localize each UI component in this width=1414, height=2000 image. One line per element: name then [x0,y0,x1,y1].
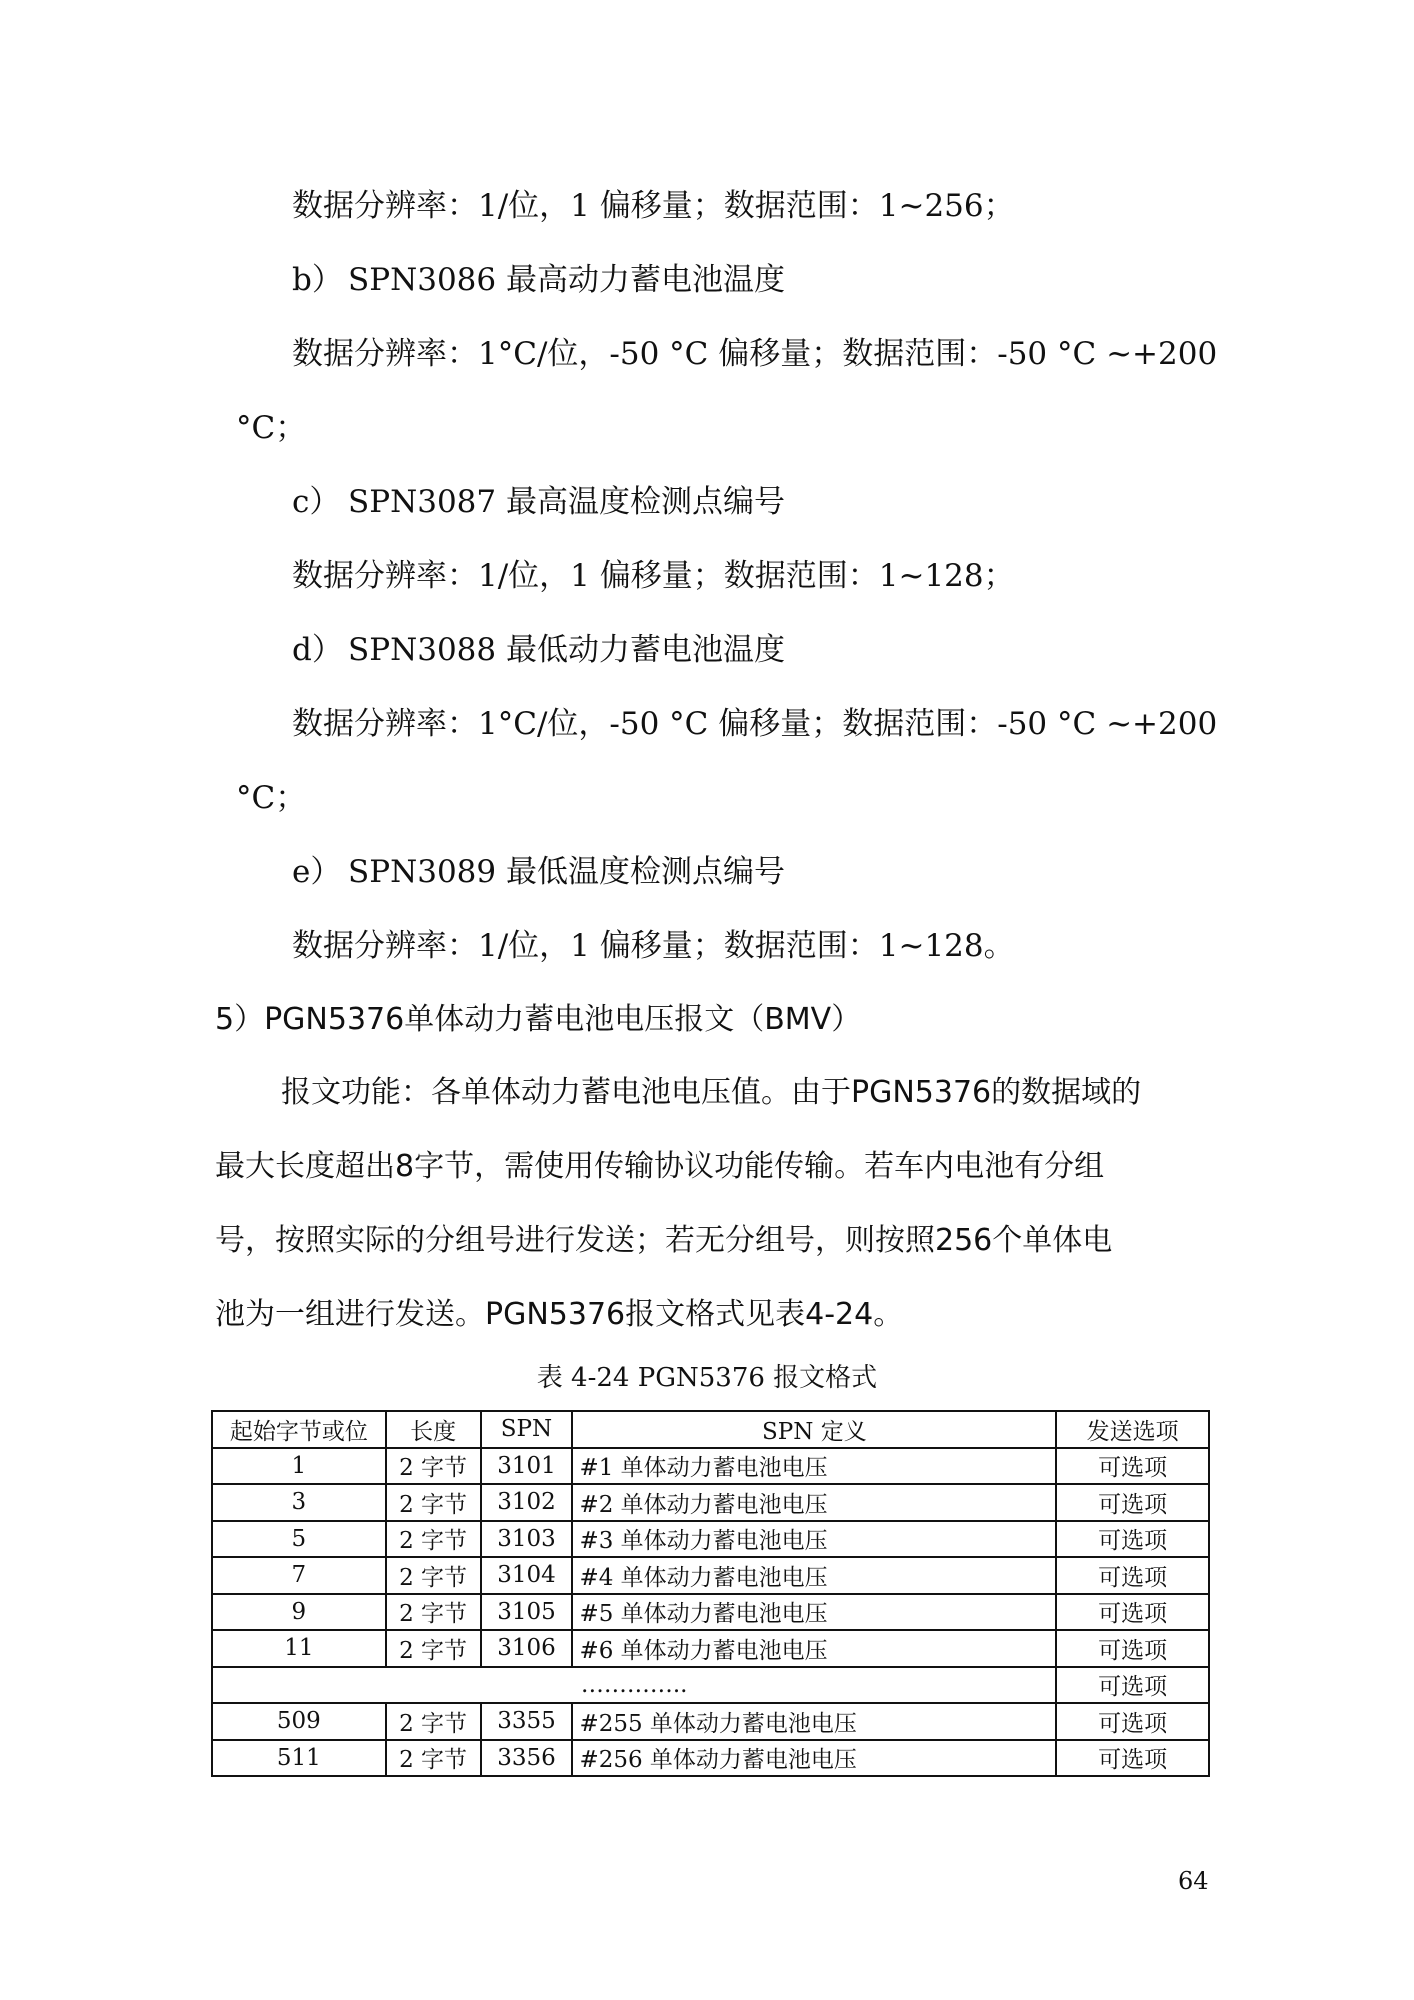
cell-length: 2 字节 [386,1521,481,1558]
table-row [212,1703,1209,1740]
cell-spn: 3356 [481,1740,573,1777]
cell-spn-definition: #255 单体动力蓄电池电压 [572,1703,1056,1740]
item-b [292,260,785,300]
cell-length: 2 字节 [386,1448,481,1485]
table-row [212,1484,1209,1521]
paragraph-line-4: 池为一组进行发送。PGN5376报文格式见表4-24。 [215,1297,904,1332]
table-caption: 表 4-24 PGN5376 报文格式 [536,1363,878,1393]
cell-spn-definition: #1 单体动力蓄电池电压 [572,1448,1056,1485]
cell-send-option: 可选项 [1056,1448,1209,1485]
cell-start-byte: 511 [212,1740,386,1777]
header-send-option: 发送选项 [1056,1411,1209,1448]
cell-send-option: 可选项 [1056,1630,1209,1667]
cell-start-byte: 7 [212,1557,386,1594]
cell-start-byte: 11 [212,1630,386,1667]
resolution-line-b-2: °C； [236,410,307,446]
table-row [212,1448,1209,1485]
cell-spn-definition: #5 单体动力蓄电池电压 [572,1594,1056,1631]
cell-send-option: 可选项 [1056,1484,1209,1521]
cell-length: 2 字节 [386,1740,481,1777]
resolution-line-a: 数据分辨率：1/位，1 偏移量；数据范围：1~256； [292,188,1015,224]
cell-spn-definition: #6 单体动力蓄电池电压 [572,1630,1056,1667]
table-row [212,1740,1209,1777]
cell-start-byte: 3 [212,1484,386,1521]
item-b-label: b） [292,262,343,298]
resolution-line-e: 数据分辨率：1/位，1 偏移量；数据范围：1~128。 [292,928,1015,964]
paragraph-line-1: 报文功能：各单体动力蓄电池电压值。由于PGN5376的数据域的 [281,1075,1142,1110]
cell-spn: 3104 [481,1557,573,1594]
resolution-line-c: 数据分辨率：1/位，1 偏移量；数据范围：1~128； [292,558,1015,594]
resolution-line-d-1: 数据分辨率：1°C/位，-50 °C 偏移量；数据范围：-50 °C ~+200 [292,706,1218,742]
cell-length: 2 字节 [386,1484,481,1521]
cell-send-option: 可选项 [1056,1740,1209,1777]
cell-length: 2 字节 [386,1557,481,1594]
cell-length: 2 字节 [386,1594,481,1631]
header-spn: SPN [481,1411,573,1448]
cell-length: 2 字节 [386,1703,481,1740]
section-title: 5）PGN5376单体动力蓄电池电压报文（BMV） [215,1002,862,1037]
paragraph-line-3: 号，按照实际的分组号进行发送；若无分组号，则按照256个单体电 [215,1223,1113,1258]
cell-spn: 3102 [481,1484,573,1521]
cell-spn-definition: #4 单体动力蓄电池电压 [572,1557,1056,1594]
cell-start-byte: 9 [212,1594,386,1631]
cell-start-byte: 5 [212,1521,386,1558]
cell-spn: 3101 [481,1448,573,1485]
page-number: 64 [1178,1867,1209,1895]
table-row [212,1557,1209,1594]
pgn5376-table [211,1410,1210,1777]
item-e-label: e） [292,854,342,890]
cell-spn: 3103 [481,1521,573,1558]
cell-spn-definition: #2 单体动力蓄电池电压 [572,1484,1056,1521]
item-d [292,630,785,670]
item-e [292,852,785,892]
body-paragraph [215,1056,1205,1352]
cell-send-option: 可选项 [1056,1557,1209,1594]
item-d-text: SPN3088 最低动力蓄电池温度 [348,632,785,668]
cell-send-option: 可选项 [1056,1667,1209,1704]
cell-spn-definition: #256 单体动力蓄电池电压 [572,1740,1056,1777]
cell-spn-definition: #3 单体动力蓄电池电压 [572,1521,1056,1558]
table-row [212,1594,1209,1631]
item-c-label: c） [292,484,341,520]
item-c [292,482,785,522]
cell-length: 2 字节 [386,1630,481,1667]
cell-ellipsis: ………….. [212,1667,1056,1704]
cell-send-option: 可选项 [1056,1703,1209,1740]
item-c-text: SPN3087 最高温度检测点编号 [348,484,785,520]
item-d-label: d） [292,632,343,668]
table-row [212,1630,1209,1667]
header-start-byte: 起始字节或位 [212,1411,386,1448]
cell-start-byte: 509 [212,1703,386,1740]
table-row [212,1521,1209,1558]
table-header-row [212,1411,1209,1448]
cell-spn: 3105 [481,1594,573,1631]
cell-send-option: 可选项 [1056,1521,1209,1558]
paragraph-line-2: 最大长度超出8字节，需使用传输协议功能传输。若车内电池有分组 [215,1149,1105,1184]
header-spn-definition: SPN 定义 [572,1411,1056,1448]
resolution-line-b-1: 数据分辨率：1°C/位，-50 °C 偏移量；数据范围：-50 °C ~+200 [292,336,1218,372]
cell-send-option: 可选项 [1056,1594,1209,1631]
cell-start-byte: 1 [212,1448,386,1485]
item-b-text: SPN3086 最高动力蓄电池温度 [348,262,785,298]
header-length: 长度 [386,1411,481,1448]
table-ellipsis-row [212,1667,1209,1704]
cell-spn: 3355 [481,1703,573,1740]
item-e-text: SPN3089 最低温度检测点编号 [348,854,785,890]
resolution-line-d-2: °C； [236,780,307,816]
cell-spn: 3106 [481,1630,573,1667]
